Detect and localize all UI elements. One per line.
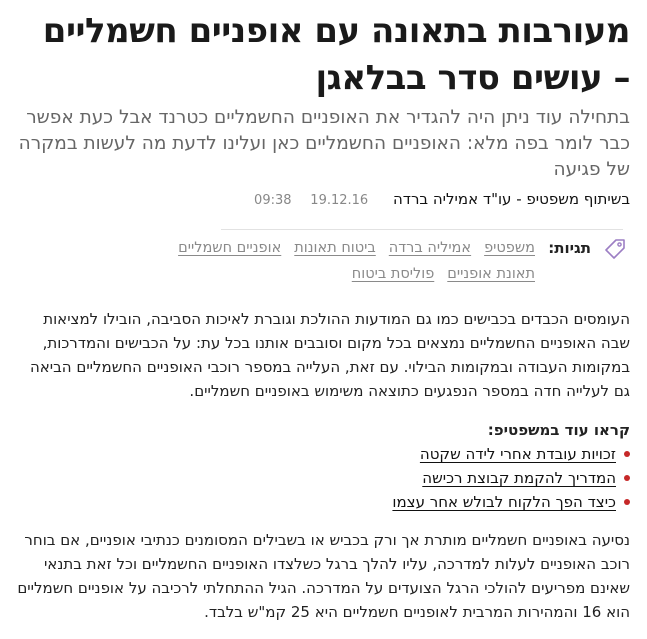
tags-divider [221, 229, 623, 230]
publish-time: 09:38 [254, 193, 292, 208]
read-more-link[interactable]: זכויות עובדת אחרי לידה שקטה [419, 445, 616, 463]
bullet-icon [624, 499, 630, 505]
tags-section [117, 236, 627, 284]
tag-link[interactable]: אופניים חשמליים [178, 240, 282, 256]
read-more-item [230, 442, 630, 466]
read-more-list [230, 442, 630, 514]
read-more-box [230, 418, 630, 514]
article-subtitle: בתחילה עוד ניתן היה להגדיר את האופניים החשמליים כטרנד אבל כעת אפשר כבר לומר בפה מלא: האופניים החשמליים כאן ועלינו לדעת מה לעשות במקרה של פגיעה [18, 107, 630, 180]
article-byline [15, 188, 630, 210]
read-more-link[interactable]: כיצד הפך הלקוח לבולש אחר עצמו [392, 493, 616, 511]
read-more-title: קראו עוד במשפטיפ: [487, 421, 630, 439]
tag-link[interactable]: משפטיפ [484, 240, 535, 256]
read-more-link[interactable]: המדריך להקמת קבוצת רכישה [422, 469, 616, 487]
tags-label: תגיות: [548, 239, 591, 257]
author-credit: בשיתוף משפטיפ - עו"ד אמיליה ברדה [392, 190, 630, 208]
bullet-icon [624, 475, 630, 481]
read-more-item [230, 490, 630, 514]
body-paragraph: העומסים הכבדים בכבישים כמו גם המודעות ההולכת וגוברת לאיכות הסביבה, הובילו למציאות שבה האופניים החשמליים נמצאים בכל מקום וסובבים אותנו בכל עת: על הכבישים והמדרכות, במקומות העבודה ובמקומות הבילוי. עם זאת, העלייה במספר רוכבי האופניים החשמליים הביאה גם לעלייה חדה במספר הנפגעים כתוצאה משימוש באופניים חשמליים. [29, 310, 630, 400]
publish-date: 19.12.16 [310, 193, 369, 208]
tag-list [125, 238, 535, 284]
body-paragraph: נסיעה באופניים חשמליים מותרת אך ורק בכביש או בשבילים המסומנים כנתיבי אופניים, אם בוחר רוכב האופניים לעלות למדרכה, עליו להלך ברגל כשלצדו האופניים החשמליים וכל זאת בתנאי שאינם מפריעים להולכי הרגל הצועדים על המדרכה. הגיל ההתחלתי לרכיבה על אופניים חשמליים הוא 16 והמהירות המרבית לאופניים חשמליים היא 25 קמ"ש בלבד. [17, 531, 630, 621]
tag-link[interactable]: ביטוח תאונות [294, 240, 376, 256]
read-more-item [230, 466, 630, 490]
tag-link[interactable]: אמיליה ברדה [388, 240, 472, 256]
tag-icon [603, 237, 627, 261]
bullet-icon [624, 451, 630, 457]
article-title: מעורבות בתאונה עם אופניים חשמליים – עושים סדר בבלאגן [42, 11, 630, 98]
tag-link[interactable]: פוליסת ביטוח [351, 266, 435, 282]
tag-link[interactable]: תאונת אופניים [447, 266, 535, 282]
